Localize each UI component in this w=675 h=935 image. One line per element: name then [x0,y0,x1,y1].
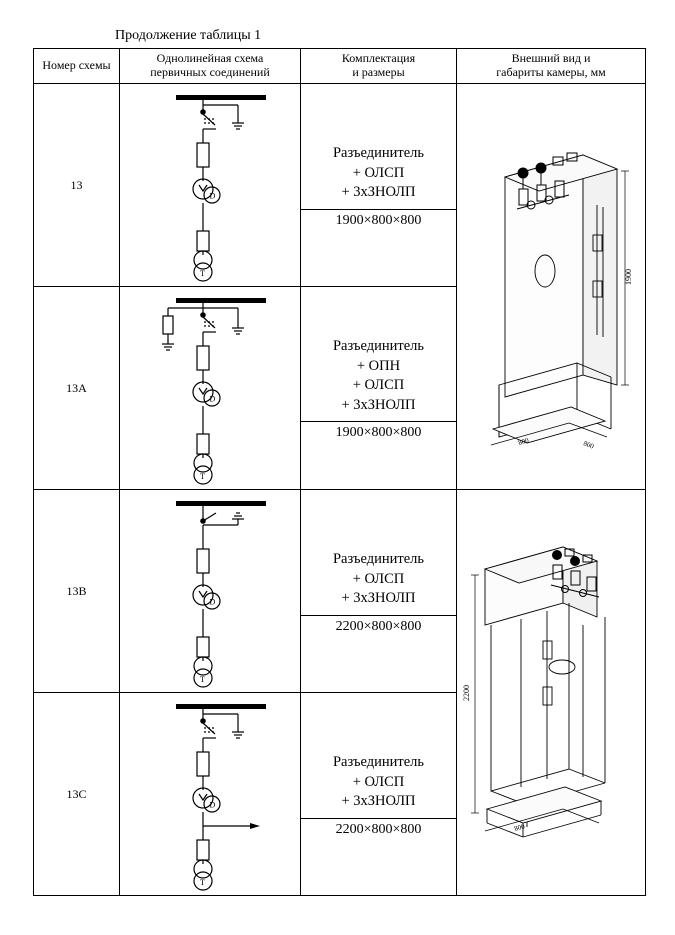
svg-text:D: D [209,597,216,606]
svg-text:D: D [209,191,216,200]
kit-cell-13b [301,490,457,693]
row-number-13b: 13В [34,490,120,693]
cabinet-view-image-13 [457,85,643,489]
kit-text-13b [301,544,456,615]
kit-dimensions-13c: 2200×800×800 [301,818,456,841]
header-view-line1: Внешний вид и [511,51,591,66]
kit-dimensions-13b: 2200×800×800 [301,615,456,638]
kit-line-13a-4: + 3хЗНОЛП [341,396,416,413]
kit-line-13c-1: Разъединитель [332,753,424,770]
header-kit-line2: и размеры [352,65,405,79]
header-view-line2: габариты камеры, мм [496,65,606,79]
row-number-13a: 13А [34,287,120,490]
table-body [34,84,646,896]
schemes-table [33,48,646,896]
svg-text:D: D [209,800,216,809]
header-scheme-line1: Однолинейная схема [156,51,264,66]
header-cell-scheme [120,49,301,84]
page-caption: Продолжение таблицы 1 [115,28,262,43]
view-cell-13b-13c [457,490,646,896]
view-height-label: 1900 [624,268,633,285]
table-row [34,490,646,693]
svg-text:Т: Т [200,471,205,481]
row-number-13c: 13С [34,693,120,896]
single-line-diagram-13c [120,694,298,895]
svg-text:Т: Т [200,674,205,684]
kit-line-13c-3: + 3хЗНОЛП [341,793,416,810]
header-scheme-line2: первичных соединений [150,65,270,79]
kit-cell-13c [301,693,457,896]
kit-text-13c [301,747,456,818]
cabinet-view-image-13b [457,491,643,895]
view-cell-13-13a [457,84,646,490]
scheme-diagram-13b [120,490,301,693]
kit-line-13a-2: + ОПН [356,357,401,374]
table-header-row [34,49,646,84]
kit-line-13b-1: Разъединитель [332,550,424,567]
kit-cell-13a [301,287,457,490]
kit-line-13a-1: Разъединитель [332,338,424,355]
svg-text:800: 800 [517,435,530,447]
svg-text:Т: Т [200,268,205,278]
kit-line-13b-3: + 3хЗНОЛП [341,590,416,607]
row-number-13: 13 [34,84,120,287]
kit-line-13b-2: + ОЛСП [352,570,405,587]
kit-text-13 [301,138,456,209]
kit-line-13c-2: + ОЛСП [352,773,405,790]
svg-text:800: 800 [513,821,526,833]
header-number-line1: Номер схемы [42,58,111,73]
kit-cell-13 [301,84,457,287]
single-line-diagram-13 [120,85,298,286]
header-kit-line1: Комплектация [341,51,416,66]
kit-line-13-1: Разъединитель [332,144,424,161]
table-row [34,84,646,287]
kit-text-13a [301,331,456,421]
kit-line-13-2: + ОЛСП [352,164,405,181]
svg-text:800: 800 [582,438,595,451]
scheme-diagram-13 [120,84,301,287]
svg-text:Т: Т [200,877,205,887]
kit-line-13a-3: + ОЛСП [352,377,405,394]
kit-line-13-3: + 3хЗНОЛП [341,184,416,201]
kit-dimensions-13a: 1900×800×800 [301,421,456,444]
header-cell-number [34,49,120,84]
header-cell-view [457,49,646,84]
view-height-label-2: 2200 [462,684,471,701]
single-line-diagram-13a [120,288,298,489]
single-line-diagram-13b [120,491,298,692]
header-cell-kit [301,49,457,84]
scheme-diagram-13c [120,693,301,896]
kit-dimensions-13: 1900×800×800 [301,209,456,232]
scheme-diagram-13a [120,287,301,490]
table-header [34,49,646,84]
svg-text:D: D [209,394,216,403]
